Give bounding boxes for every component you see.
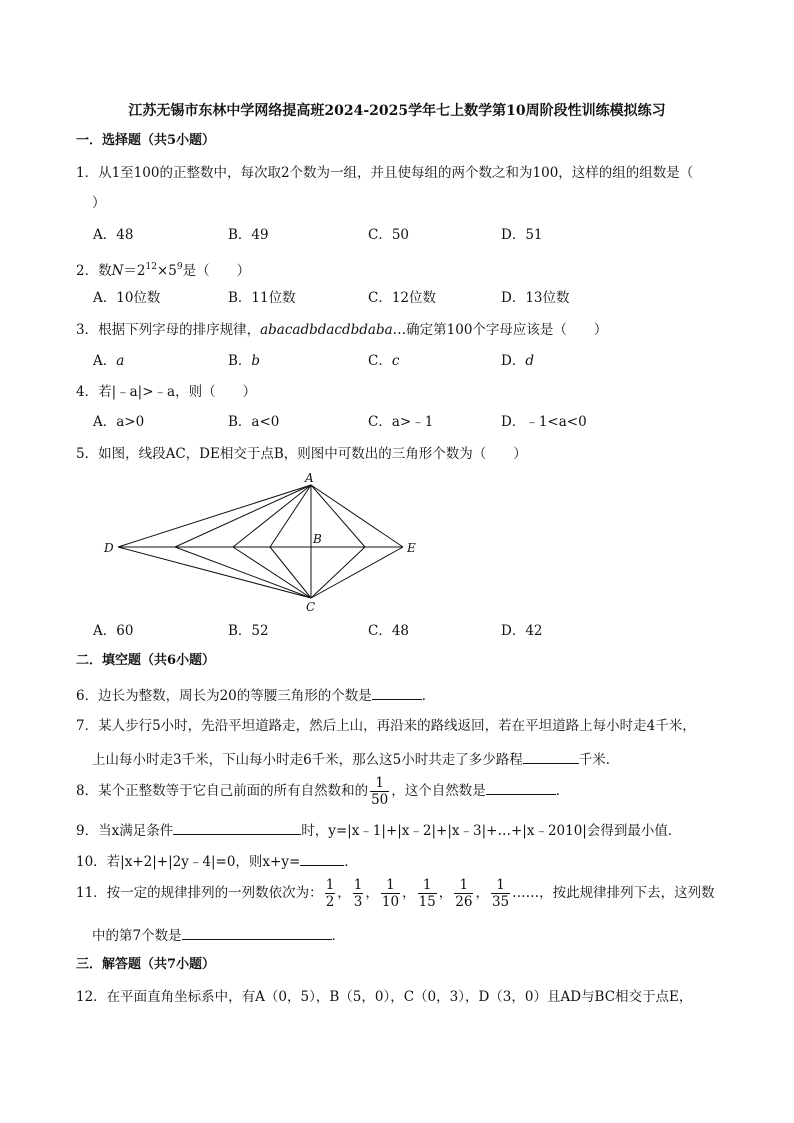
question-7-blank[interactable]: [523, 749, 579, 764]
question-11-fraction: $\frac{1}{26}$: [455, 877, 473, 910]
document-title: 江苏无锡市东林中学网络提高班2024-2025学年七上数学第10周阶段性训练模拟练习: [128, 103, 666, 119]
question-11-fraction: $\frac{1}{10}$: [381, 877, 400, 910]
question-9-blank[interactable]: [173, 820, 301, 835]
point-label-b: B: [313, 532, 322, 546]
question-3-text: 3．根据下列字母的排序规律，abacadbdacdbdaba…确定第100个字母应该是（ ）: [76, 322, 608, 338]
question-11-blank[interactable]: [182, 925, 332, 940]
question-5-option-a: A．60: [93, 623, 134, 639]
question-12-text: 12．在平面直角坐标系中，有A（0，5），B（5，0），C（0，3），D（3，0）且AD与BC相交于点E，: [76, 989, 693, 1005]
question-3-option-a: A．a: [93, 353, 125, 369]
separator: ，: [475, 885, 489, 901]
point-label-c: C: [306, 600, 316, 614]
segment-p2-c: [233, 547, 311, 598]
segment-da: [118, 485, 311, 547]
question-10-blank[interactable]: [300, 851, 344, 866]
question-9-text: 9．当x满足条件 时，y=|x﹣1|+|x﹣2|+|x﹣3|+…+|x﹣2010|会得到最小值．: [76, 820, 681, 840]
question-4-option-a: A．a>0: [93, 414, 145, 430]
question-1-option-b: B．49: [228, 227, 269, 243]
question-8-fraction: $\frac{1}{50}$: [371, 775, 389, 808]
question-8-text: 8．某个正整数等于它自己前面的所有自然数和的 $\frac{1}{50}$ ，这个自然数是 ．: [76, 775, 570, 808]
question-11-text: 11．按一定的规律排列的一列数依次为： $\frac{1}{2}$ ， $\frac{1}{3}$ ， $\frac{1}{10}$ ， $\frac{1}{15}$ ， $\frac{1}{26}$ ， $\frac{1}{35}$ ……，按此规律排列下去，这列数: [76, 877, 715, 910]
question-1-option-d: D．51: [501, 227, 543, 243]
section-answer-heading: 三．解答题（共7小题）: [76, 957, 216, 972]
question-1-option-a: A．48: [93, 227, 134, 243]
question-11-fraction: $\frac{1}{3}$: [353, 877, 363, 910]
question-10-text: 10．若|x+2|+|2y﹣4|=0，则x+y= ．: [76, 851, 358, 871]
section-fill-heading: 二．填空题（共6小题）: [76, 653, 216, 668]
question-2-option-c: C．12位数: [368, 290, 437, 306]
question-3-option-c: C．c: [368, 353, 400, 369]
question-5-option-c: C．48: [368, 623, 410, 639]
question-11-fraction: $\frac{1}{2}$: [325, 877, 335, 910]
question-4-option-c: C．a>﹣1: [368, 414, 434, 430]
question-8-blank[interactable]: [486, 780, 556, 795]
question-2-option-d: D．13位数: [501, 290, 570, 306]
question-4-text: 4．若|﹣a|>﹣a，则（ ）: [76, 384, 257, 400]
question-1-cont: ）: [92, 195, 106, 211]
question-5-figure: [0, 468, 794, 628]
question-1-option-c: C．50: [368, 227, 410, 243]
point-label-d: D: [104, 541, 114, 555]
separator: ，: [438, 885, 453, 901]
question-5-option-b: B．52: [228, 623, 269, 639]
question-7-line-1: 7．某人步行5小时，先沿平坦道路走，然后上山，再沿来的路线返回，若在平坦道路上每小时走4千米，: [76, 718, 696, 734]
point-label-e: E: [407, 541, 416, 555]
separator: ，: [365, 885, 379, 901]
question-2-option-a: A．10位数: [93, 290, 161, 306]
question-11-line-2: 中的第7个数是 ．: [92, 925, 345, 945]
question-5-text: 5．如图，线段AC，DE相交于点B，则图中可数出的三角形个数为（ ）: [76, 446, 527, 462]
question-3-option-d: D．d: [501, 353, 534, 369]
question-2-text: 2．数$N=2^{12}\times 5^9$是（ ）: [76, 262, 251, 279]
question-11-fraction: $\frac{1}{15}$: [418, 877, 436, 910]
question-11-fraction: $\frac{1}{35}$: [491, 877, 510, 910]
separator: ，: [337, 885, 351, 901]
point-label-a: A: [305, 471, 314, 485]
segment-a-p2: [233, 485, 311, 547]
question-7-line-2: 上山每小时走3千米，下山每小时走6千米，那么这5小时共走了多少路程 千米．: [92, 749, 619, 769]
question-4-option-b: B．a<0: [228, 414, 280, 430]
question-4-option-d: D．﹣1<a<0: [501, 414, 587, 430]
question-5-option-d: D．42: [501, 623, 543, 639]
question-6-blank[interactable]: [372, 685, 422, 700]
segment-dc: [118, 547, 311, 598]
question-1-text: 1．从1至100的正整数中，每次取2个数为一组，并且使每组的两个数之和为100，这样的组的组数是（: [76, 165, 694, 181]
question-2-option-b: B．11位数: [228, 290, 296, 306]
question-6-text: 6．边长为整数，周长为20的等腰三角形的个数是 ．: [76, 685, 435, 705]
question-3-option-b: B．b: [228, 353, 261, 369]
separator: ，: [402, 885, 416, 901]
section-choice-heading: 一．选择题（共5小题）: [76, 133, 216, 148]
